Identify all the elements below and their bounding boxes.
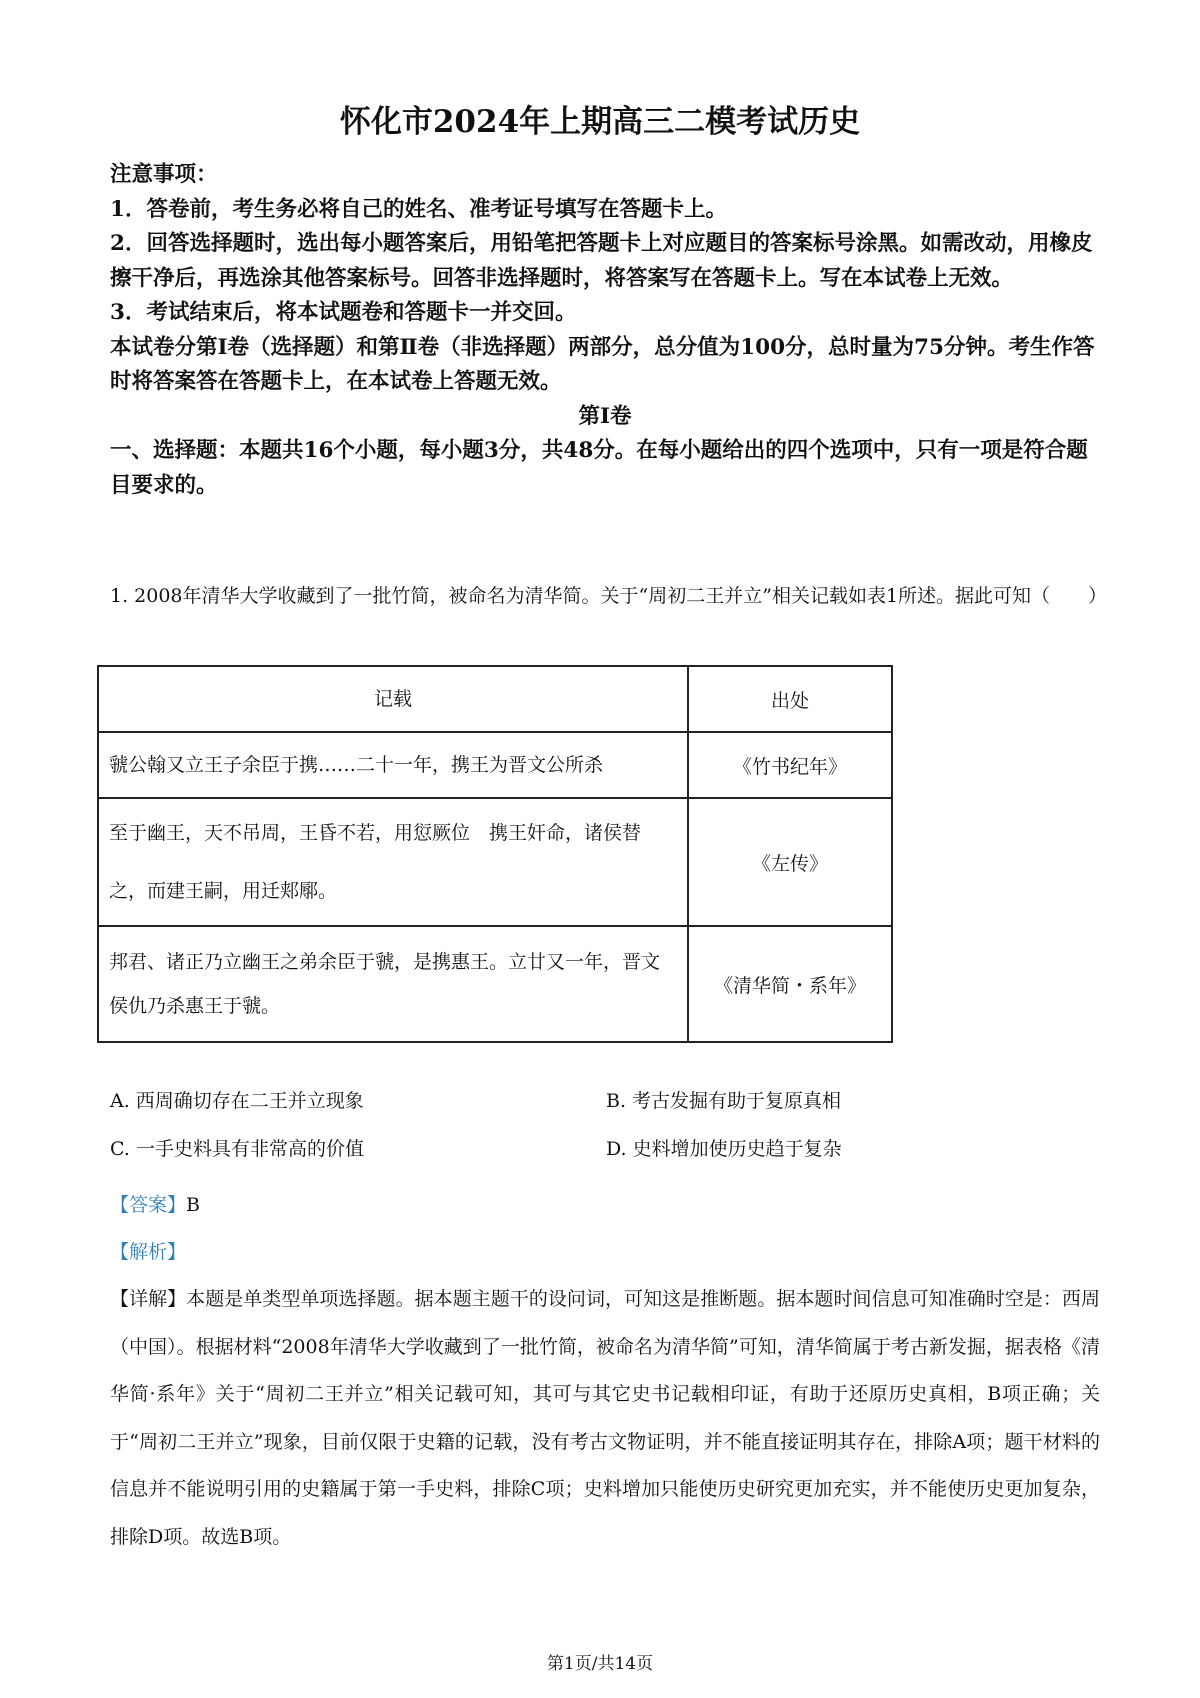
volume-label: 第Ⅰ卷: [578, 403, 632, 429]
note-item: 1．答卷前，考生务必将自己的姓名、准考证号填写在答题卡上。: [110, 196, 727, 222]
answer-value: B: [186, 1194, 200, 1216]
record-cell: 至于幽王，天不吊周，王昏不若，用愆厥位 携王奸命，诸侯替之，而建王嗣，用迁郏鄏。: [98, 798, 688, 926]
page-title: 怀化市2024年上期高三二模考试历史: [339, 104, 861, 140]
table-header-record: 记载: [98, 666, 688, 732]
source-cell: 《清华简・系年》: [688, 926, 892, 1042]
question-text: 1. 2008年清华大学收藏到了一批竹简，被命名为清华简。关于“周初二王并立”相关记载如表1所述。据此可知（ ）: [110, 585, 1108, 607]
answer-block: [110, 1182, 1100, 1561]
option-a: A. 西周确切存在二王并立现象: [110, 1090, 364, 1112]
notes-heading: 注意事项：: [110, 162, 218, 187]
detail-paragraph: [110, 1276, 1100, 1561]
record-cell: 邦君、诸正乃立幽王之弟余臣于虢，是携惠王。立廿又一年，晋文侯仇乃杀惠王于虢。: [98, 926, 688, 1042]
note-item: 2．回答选择题时，选出每小题答案后，用铅笔把答题卡上对应题目的答案标号涂黑。如需改动，用橡皮擦干净后，再选涂其他答案标号。回答非选择题时，将答案写在答题卡上。写在本试卷上无效。: [110, 231, 1093, 291]
detail-label: 【详解】: [110, 1288, 187, 1310]
section-heading: 一、选择题：本题共16个小题，每小题3分，共48分。在每小题给出的四个选项中，只有一项是符合题目要求的。: [110, 438, 1088, 498]
exam-notes: [110, 158, 1100, 503]
record-table: [97, 665, 893, 1043]
question-stem: [110, 570, 1108, 622]
table-header-source: 出处: [688, 666, 892, 732]
table-row: [98, 926, 892, 1042]
page-number: 第1页/共14页: [546, 1654, 654, 1674]
option-c: C. 一手史料具有非常高的价值: [110, 1138, 364, 1160]
answer-label: 【答案】: [110, 1194, 187, 1216]
analysis-label: 【解析】: [110, 1241, 187, 1263]
option-b: B. 考古发掘有助于复原真相: [606, 1090, 842, 1112]
analysis-line: [110, 1229, 1100, 1276]
exam-intro: 本试卷分第Ⅰ卷（选择题）和第Ⅱ卷（非选择题）两部分，总分值为100分，总时量为75分钟。考生作答时将答案答在答题卡上，在本试卷上答题无效。: [110, 334, 1095, 394]
table-row: [98, 732, 892, 798]
note-item: 3．考试结束后，将本试题卷和答题卡一并交回。: [110, 300, 577, 325]
record-cell: 虢公翰又立王子余臣于携……二十一年，携王为晋文公所杀: [98, 732, 688, 798]
detail-text: 本题是单类型单项选择题。据本题主题干的设问词，可知这是推断题。据本题时间信息可知准确时空是：西周（中国）。根据材料“2008年清华大学收藏到了一批竹简，被命名为清华简”可知，清华简属于考古新发掘，据表格《清华简·系年》关于“周初二王并立”相关记载可知，其可与其它史书记载相印证，有助于还原历史真相，B项正确；关于“周初二王并立”现象，目前仅限于史籍的记载，没有考古文物证明，并不能直接证明其存在，排除A项；题干材料的信息并不能说明引用的史籍属于第一手史料，排除C项；史料增加只能使历史研究更加充实，并不能使历史更加复杂，排除D项。故选B项。: [110, 1288, 1100, 1548]
source-cell: 《竹书纪年》: [688, 732, 892, 798]
option-d: D. 史料增加使历史趋于复杂: [606, 1138, 842, 1160]
table-header-row: [98, 666, 892, 732]
table-row: [98, 798, 892, 926]
answer-line: [110, 1182, 1100, 1229]
source-cell: 《左传》: [688, 798, 892, 926]
